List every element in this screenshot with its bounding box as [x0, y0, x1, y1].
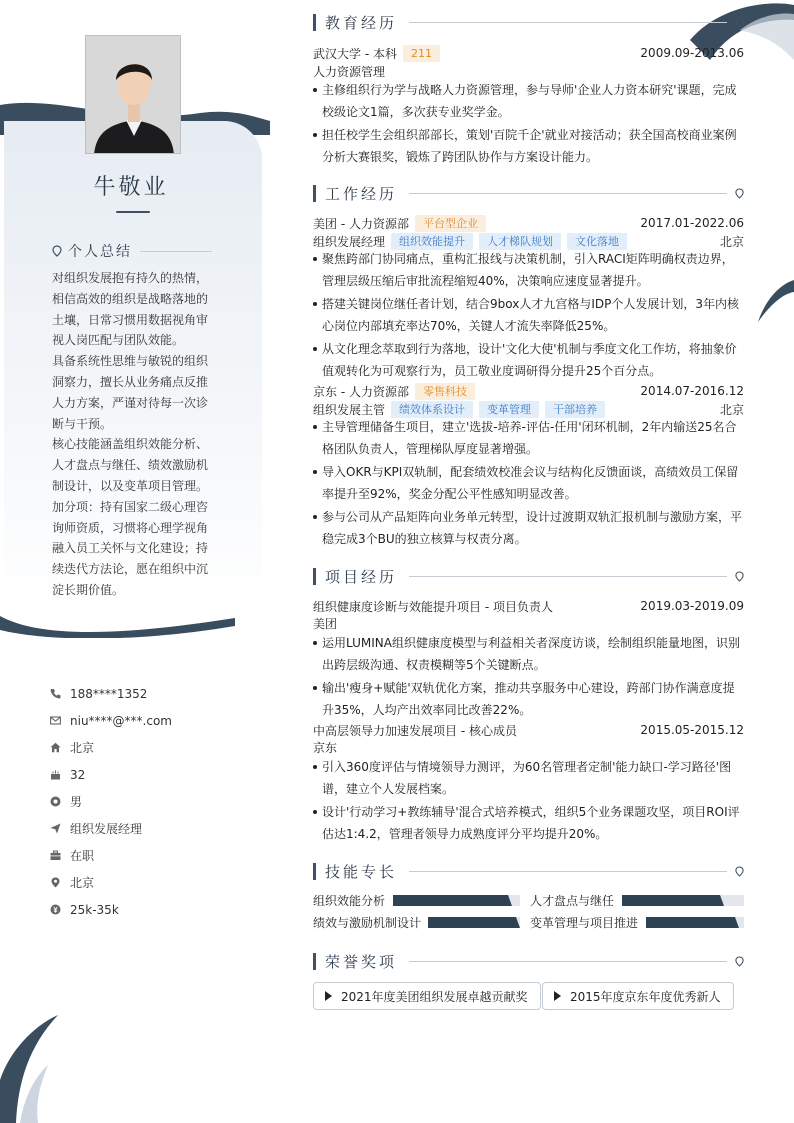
- section-divider: [409, 22, 727, 23]
- school-name: 武汉大学 - 本科: [313, 46, 397, 61]
- job-city: 北京: [719, 234, 744, 249]
- section-projects: [313, 566, 744, 586]
- section-title: 荣誉奖项: [325, 952, 398, 971]
- skill-name: 绩效与激励机制设计: [313, 915, 422, 930]
- summary-title: 个人总结: [68, 244, 132, 260]
- contact-phone: [50, 680, 172, 707]
- job-period: 2014.07-2016.12: [640, 384, 744, 398]
- list-item: 主导管理储备生项目，建立'选拔-培养-评估-任用'闭环机制，2年内输送25名合格团队负责人，管理梯队厚度显著增强。: [313, 416, 744, 460]
- contact-home: [50, 734, 172, 761]
- project-bullets: [313, 756, 744, 846]
- education-major-row: [313, 62, 744, 80]
- right-side-wave-decoration: [756, 278, 794, 324]
- skill-item: [530, 892, 744, 908]
- job-company: 京东 - 人力资源部: [313, 384, 409, 399]
- list-item: 设计'行动学习+教练辅导'混合式培养模式，组织5个业务课题攻坚，项目ROI评估达1:4.2，管理者领导力成熟度评分平均提升20%。: [313, 801, 744, 845]
- section-divider: [409, 871, 727, 872]
- location-pin-icon: [735, 866, 744, 877]
- sidebar-bottom-wave-decoration: [0, 608, 235, 638]
- skill-name: 组织效能分析: [313, 893, 386, 908]
- project-org: 美团: [313, 616, 338, 631]
- job-role: 组织发展经理: [313, 234, 386, 249]
- location-pin-icon: [735, 188, 744, 199]
- home-icon: [50, 742, 61, 753]
- section-title: 技能专长: [325, 862, 398, 881]
- project-period: 2015.05-2015.12: [640, 723, 744, 737]
- section-divider: [409, 576, 727, 577]
- cake-icon: [50, 769, 61, 780]
- job-header: [313, 382, 744, 400]
- list-item: 输出'瘦身+赋能'双轨优化方案，推动共享服务中心建设，跨部门协作满意度提升35%，人均产出效率同比改善22%。: [313, 677, 744, 721]
- skill-tag: 文化落地: [567, 233, 627, 250]
- list-item: 搭建关键岗位继任者计划，结合9box人才九宫格与IDP个人发展计划，3年内核心岗位内部填充率达70%，关键人才流失率降低25%。: [313, 293, 744, 337]
- contact-value: 25k-35k: [70, 902, 119, 917]
- summary-text: [52, 268, 212, 601]
- summary-paragraph: 核心技能涵盖组织效能分析、人才盘点与继任、绩效激励机制设计，以及变革项目管理。: [52, 437, 209, 493]
- list-item: 导入OKR与KPI双轨制，配套绩效校准会议与结构化反馈面谈，高绩效员工保留率提升至92%，奖金分配公平性感知明显改善。: [313, 461, 744, 505]
- skill-name: 变革管理与项目推进: [530, 915, 639, 930]
- location-pin-icon: [52, 245, 62, 257]
- contact-salary: [50, 896, 172, 923]
- section-bar: [313, 568, 316, 585]
- profile-photo: [85, 35, 181, 154]
- contact-value: 组织发展经理: [70, 822, 143, 836]
- summary-paragraph: 具备系统性思维与敏锐的组织洞察力，擅长从业务痛点反推人力方案，严谨对待每一次诊断与干预。: [52, 354, 209, 431]
- contact-value: 男: [70, 795, 83, 809]
- contact-email: [50, 707, 172, 734]
- summary-divider: [140, 251, 212, 252]
- phone-icon: [50, 688, 61, 699]
- summary-heading: [52, 242, 212, 260]
- skill-tag: 人才梯队规划: [479, 233, 561, 250]
- project-header: [313, 597, 744, 615]
- award-badge: [313, 982, 541, 1010]
- section-divider: [409, 961, 727, 962]
- project-org: 京东: [313, 740, 338, 755]
- contact-city: [50, 869, 172, 896]
- contact-position: [50, 815, 172, 842]
- section-education: [313, 12, 744, 32]
- company-tag: 平台型企业: [415, 215, 486, 232]
- project-org-row: [313, 738, 744, 756]
- location-icon: [50, 877, 61, 888]
- salary-icon: [50, 904, 61, 915]
- award-badge: [542, 982, 734, 1010]
- section-title: 教育经历: [325, 13, 398, 32]
- education-period: 2009.09-2013.06: [640, 46, 744, 60]
- project-name: 中高层领导力加速发展项目 - 核心成员: [313, 723, 517, 738]
- summary-paragraph: 对组织发展抱有持久的热情，相信高效的组织是战略落地的土壤，日常习惯用数据视角审视人岗匹配与团队效能。: [52, 271, 209, 348]
- section-bar: [313, 863, 316, 880]
- section-awards: [313, 951, 744, 971]
- project-bullets: [313, 632, 744, 722]
- job-city: 北京: [719, 402, 744, 417]
- list-item: 参与公司从产品矩阵向业务单元转型，设计过渡期双轨汇报机制与激励方案，平稳完成3个BU的独立核算与权责分离。: [313, 506, 744, 550]
- contact-value: 北京: [70, 876, 95, 890]
- skill-item: [313, 892, 520, 908]
- contact-gender: [50, 788, 172, 815]
- skill-bar: [646, 917, 744, 928]
- project-name: 组织健康度诊断与效能提升项目 - 项目负责人: [313, 599, 553, 614]
- list-item: 从文化理念萃取到行为落地，设计'文化大使'机制与季度文化工作坊，将抽象价值观转化为可观察行为，员工敬业度调研得分提升25个百分点。: [313, 338, 744, 382]
- summary-paragraph: 加分项：持有国家二级心理咨询师资质，习惯将心理学视角融入员工关怀与文化建设；持续迭代方法论，愿在组织中沉淀长期价值。: [52, 499, 209, 597]
- company-tag: 零售科技: [415, 383, 475, 400]
- job-company: 美团 - 人力资源部: [313, 216, 409, 231]
- section-divider: [409, 193, 727, 194]
- list-item: 主修组织行为学与战略人力资源管理，参与导师'企业人力资本研究'课题，完成校级论文1篇，多次获专业奖学金。: [313, 79, 744, 123]
- avatar: [86, 36, 181, 154]
- skill-bar-fill: [622, 895, 717, 906]
- project-org-row: [313, 614, 744, 632]
- location-pin-icon: [735, 17, 744, 28]
- skill-tag: 干部培养: [545, 401, 605, 418]
- skill-item: [530, 914, 744, 930]
- play-triangle-icon: [554, 991, 561, 1001]
- mail-icon: [50, 715, 61, 726]
- education-header: [313, 44, 744, 62]
- contact-value: niu****@***.com: [70, 713, 172, 728]
- list-item: 运用LUMINA组织健康度模型与利益相关者深度访谈，绘制组织能量地图，识别出跨层级沟通、权责模糊等5个关键断点。: [313, 632, 744, 676]
- skill-bar-fill: [646, 917, 732, 928]
- education-bullets: [313, 79, 744, 169]
- education-major: 人力资源管理: [313, 64, 386, 79]
- skill-item: [313, 914, 520, 930]
- project-header: [313, 721, 744, 739]
- section-title: 工作经历: [325, 184, 398, 203]
- section-skills: [313, 861, 744, 881]
- skill-bar-fill: [393, 895, 505, 906]
- list-item: 引入360度评估与情境领导力测评，为60名管理者定制'能力缺口-学习路径'图谱，建立个人发展档案。: [313, 756, 744, 800]
- bottom-left-wave-decoration: [0, 1010, 70, 1123]
- location-pin-icon: [735, 956, 744, 967]
- job-period: 2017.01-2022.06: [640, 216, 744, 230]
- school-badge: 211: [403, 45, 440, 62]
- section-work: [313, 183, 744, 203]
- contact-age: [50, 761, 172, 788]
- skill-bar: [393, 895, 520, 906]
- contact-status: [50, 842, 172, 869]
- skill-name: 人才盘点与继任: [530, 893, 615, 908]
- briefcase-icon: [50, 850, 61, 861]
- send-icon: [50, 823, 61, 834]
- skill-bar: [428, 917, 520, 928]
- skill-tag: 组织效能提升: [391, 233, 473, 250]
- job-bullets: [313, 416, 744, 551]
- skill-tag: 绩效体系设计: [391, 401, 473, 418]
- play-triangle-icon: [325, 991, 332, 1001]
- list-item: 聚焦跨部门协同痛点，重构汇报线与决策机制，引入RACI矩阵明确权责边界，管理层级压缩后审批流程缩短40%，决策响应速度显著提升。: [313, 248, 744, 292]
- gender-icon: [50, 796, 61, 807]
- list-item: 担任校学生会组织部部长，策划'百院千企'就业对接活动；获全国高校商业案例分析大赛银奖，锻炼了跨团队协作与方案设计能力。: [313, 124, 744, 168]
- job-bullets: [313, 248, 744, 383]
- skill-tag: 变革管理: [479, 401, 539, 418]
- skill-bar-fill: [428, 917, 513, 928]
- award-name: 2015年度京东年度优秀新人: [570, 989, 721, 1004]
- candidate-name: 牛敬业: [93, 175, 169, 200]
- contact-list: [50, 680, 172, 923]
- job-role: 组织发展主管: [313, 402, 386, 417]
- skill-bar: [622, 895, 744, 906]
- project-period: 2019.03-2019.09: [640, 599, 744, 613]
- section-bar: [313, 185, 316, 202]
- job-header: [313, 214, 744, 232]
- award-name: 2021年度美团组织发展卓越贡献奖: [341, 989, 528, 1004]
- name-underline: [116, 211, 150, 213]
- section-bar: [313, 953, 316, 970]
- section-bar: [313, 14, 316, 31]
- contact-value: 188****1352: [70, 686, 148, 701]
- contact-value: 在职: [70, 849, 95, 863]
- section-title: 项目经历: [325, 567, 398, 586]
- location-pin-icon: [735, 571, 744, 582]
- contact-value: 32: [70, 767, 86, 782]
- contact-value: 北京: [70, 741, 95, 755]
